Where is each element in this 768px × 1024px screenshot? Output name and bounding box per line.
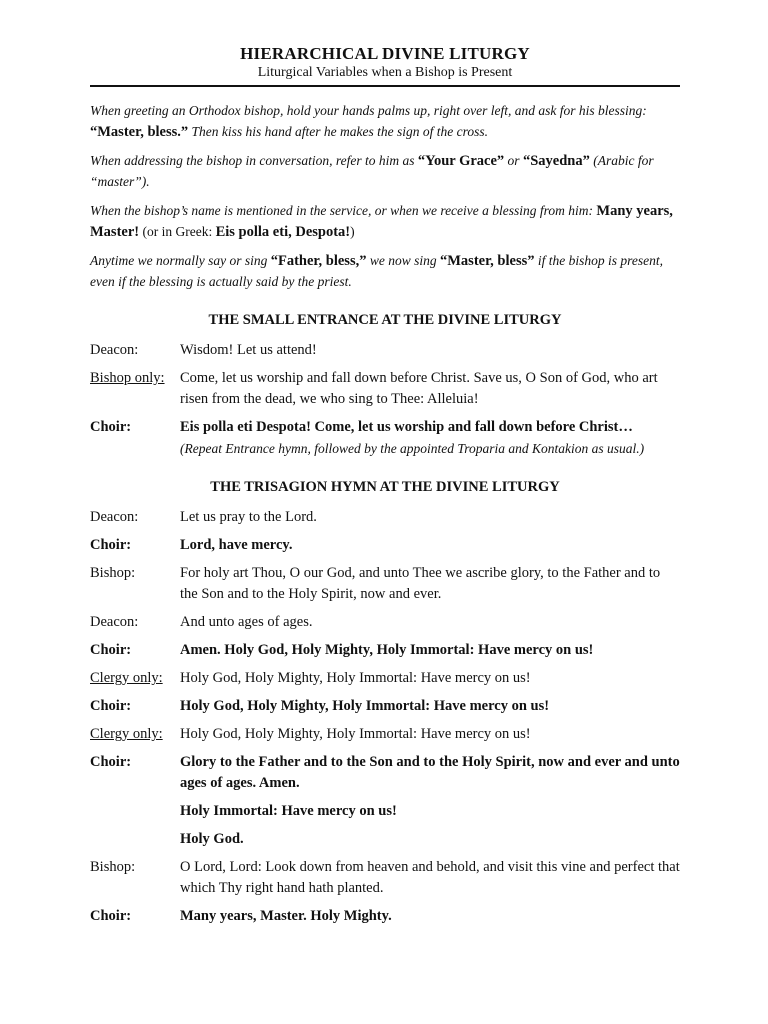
small-entrance-row-deacon (90, 340, 680, 361)
liturgy-text: Holy God, Holy Mighty, Holy Immortal: Have mercy on us! (180, 698, 550, 714)
trisagion-row-choir (90, 906, 680, 927)
role-label: Choir: (90, 908, 132, 924)
intro-address-paragraph (90, 151, 680, 192)
trisagion-row-choir-continued (90, 801, 680, 822)
role-label: Choir: (90, 642, 132, 658)
intro-name-phrase: Many years, Master! (90, 203, 673, 240)
document-subtitle: Liturgical Variables when a Bishop is Present (257, 65, 513, 80)
role-label: Clergy only: (90, 726, 163, 742)
intro-greeting-phrase: “Master, bless.” (90, 123, 189, 140)
title-block (90, 44, 680, 82)
intro-greeting-paragraph (90, 101, 680, 142)
role-label: Choir: (90, 537, 132, 553)
intro-address-note: (Arabic for “master”). (90, 153, 654, 189)
role-label: Bishop: (90, 859, 136, 875)
intro-address-your-grace: “Your Grace” (417, 153, 505, 169)
trisagion-heading: THE TRISAGION HYMN AT THE DIVINE LITURGY (210, 479, 560, 495)
intro-address-text: When addressing the bishop in conversation, refer to him as (90, 153, 415, 168)
role-label: Bishop: (90, 565, 136, 581)
intro-section (90, 101, 680, 292)
liturgy-text-block (180, 417, 680, 459)
liturgy-text: Holy Immortal: Have mercy on us! (180, 803, 397, 819)
intro-address-or: or (507, 153, 520, 168)
intro-bless-paragraph (90, 251, 680, 292)
intro-name-paragraph (90, 201, 680, 242)
liturgy-text: Many years, Master. Holy Mighty. (180, 908, 392, 924)
trisagion-row-clergy-only (90, 668, 680, 689)
intro-greeting-text: When greeting an Orthodox bishop, hold your hands palms up, right over left, and ask for his blessing: (90, 103, 647, 118)
liturgy-text: Let us pray to the Lord. (180, 509, 317, 525)
role-label: Deacon: (90, 342, 139, 358)
trisagion-row-choir (90, 640, 680, 661)
intro-bless-father: “Father, bless,” (270, 253, 367, 269)
role-label: Choir: (90, 419, 132, 435)
trisagion-row-deacon (90, 507, 680, 528)
liturgy-text: O Lord, Lord: Look down from heaven and behold, and visit this vine and perfect that which Thy right hand hath planted. (180, 859, 680, 896)
liturgy-text: And unto ages of ages. (180, 614, 313, 630)
liturgy-text: Eis polla eti Despota! Come, let us worship and fall down before Christ… (180, 419, 633, 435)
liturgy-text: Glory to the Father and to the Son and to the Holy Spirit, now and ever and unto ages of ages. Amen. (180, 754, 680, 791)
liturgy-text: Come, let us worship and fall down before Christ. Save us, O Son of God, who art risen from the dead, we who sing to Thee: Alleluia! (180, 370, 658, 407)
liturgy-text: Lord, have mercy. (180, 537, 293, 553)
trisagion-row-choir (90, 535, 680, 556)
document-page (90, 44, 680, 934)
role-label: Bishop only: (90, 370, 165, 386)
intro-name-text: When the bishop’s name is mentioned in the service, or when we receive a blessing from him: (90, 203, 594, 218)
role-label: Choir: (90, 698, 132, 714)
trisagion-row-deacon (90, 612, 680, 633)
intro-bless-master: “Master, bless” (439, 253, 535, 269)
trisagion-row-choir (90, 752, 680, 794)
small-entrance-row-choir (90, 417, 680, 459)
role-label: Deacon: (90, 509, 139, 525)
liturgy-text: For holy art Thou, O our God, and unto Thee we ascribe glory, to the Father and to the Son and to the Holy Spirit, now and ever. (180, 565, 661, 602)
title-divider (90, 85, 680, 87)
trisagion-row-choir-continued (90, 829, 680, 850)
intro-name-greek-label: (or in Greek: (142, 223, 213, 239)
intro-address-sayedna: “Sayedna” (522, 153, 590, 169)
trisagion-row-choir (90, 696, 680, 717)
liturgy-text: Holy God, Holy Mighty, Holy Immortal: Have mercy on us! (180, 670, 531, 686)
liturgy-text: Holy God, Holy Mighty, Holy Immortal: Have mercy on us! (180, 726, 531, 742)
trisagion-row-clergy-only (90, 724, 680, 745)
intro-bless-we-now-sing: we now sing (369, 253, 437, 268)
liturgy-text: Wisdom! Let us attend! (180, 342, 317, 358)
intro-bless-followup: if the bishop is present, even if the blessing is actually said by the priest. (90, 253, 663, 289)
intro-greeting-followup: Then kiss his hand after he makes the sign of the cross. (191, 123, 488, 139)
small-entrance-heading: THE SMALL ENTRANCE AT THE DIVINE LITURGY (208, 312, 562, 328)
trisagion-row-bishop (90, 857, 680, 899)
rubric-note: (Repeat Entrance hymn, followed by the appointed Troparia and Kontakion as usual.) (180, 441, 645, 456)
small-entrance-row-bishop-only (90, 368, 680, 410)
role-label: Deacon: (90, 614, 139, 630)
liturgy-text: Amen. Holy God, Holy Mighty, Holy Immortal: Have mercy on us! (180, 642, 594, 658)
intro-name-close-paren: ) (350, 223, 355, 239)
role-label: Choir: (90, 754, 132, 770)
role-label: Clergy only: (90, 670, 163, 686)
intro-name-greek-phrase: Eis polla eti, Despota! (215, 223, 351, 240)
intro-bless-text: Anytime we normally say or sing (90, 253, 268, 268)
trisagion-row-bishop (90, 563, 680, 605)
liturgy-text: Holy God. (180, 831, 244, 847)
document-title: HIERARCHICAL DIVINE LITURGY (240, 44, 530, 63)
